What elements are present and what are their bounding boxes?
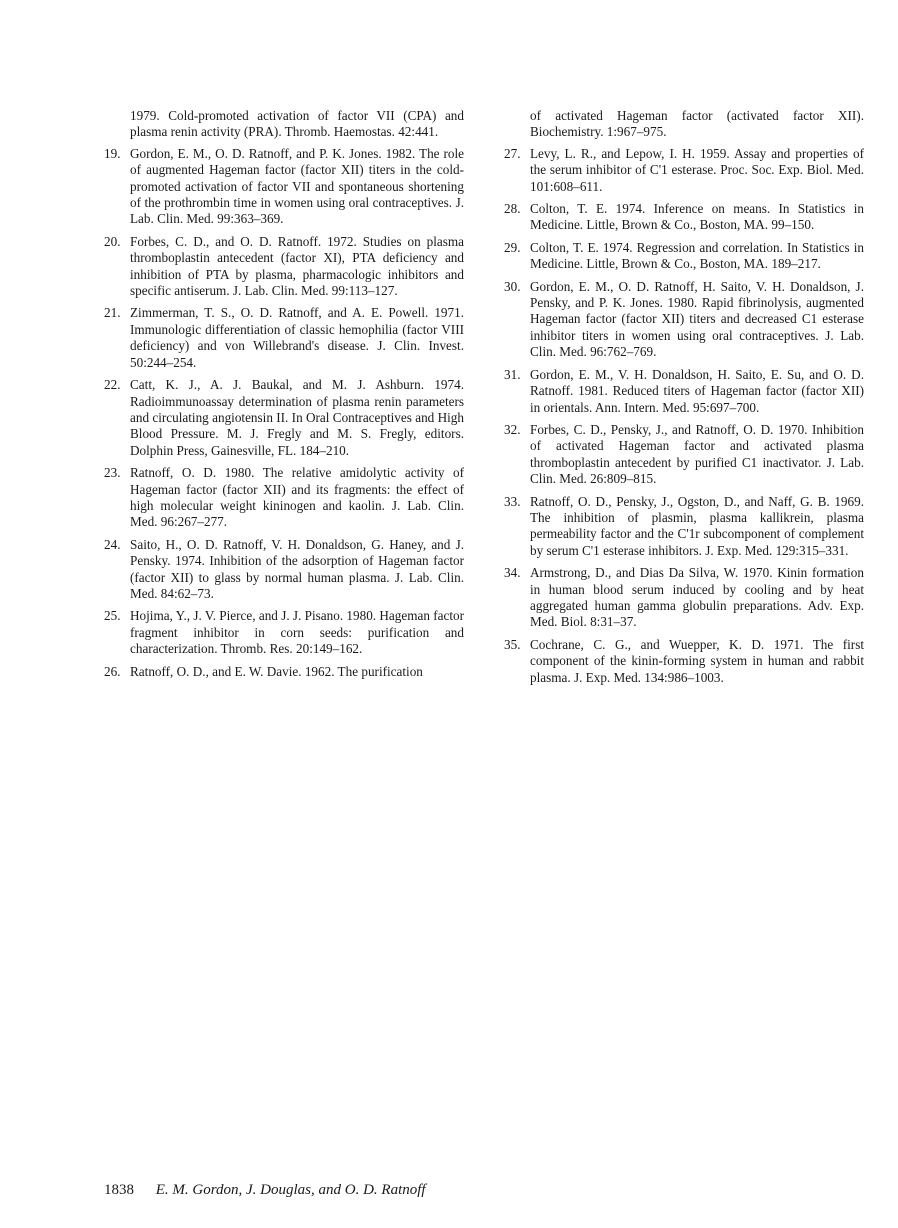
reference-text: Colton, T. E. 1974. Inference on means. In Statistics in Medicine. Little, Brown & Co., Boston, MA. 99–150. xyxy=(530,201,864,233)
reference-item xyxy=(504,367,864,416)
reference-text: of activated Hageman factor (activated factor XII). Biochemistry. 1:967–975. xyxy=(530,108,864,140)
reference-text: Catt, K. J., A. J. Baukal, and M. J. Ashburn. 1974. Radioimmunoassay determination of plasma renin parameters and circulating angiotensin II. In Oral Contraceptives and High Blood Pressure. M. J. Fregly and M. S. Fregly, editors. Dolphin Press, Gainesville, FL. 184–210. xyxy=(130,377,464,458)
reference-number: 23. xyxy=(104,465,121,481)
reference-number: 19. xyxy=(104,145,121,161)
reference-text: Saito, H., O. D. Ratnoff, V. H. Donaldson, G. Haney, and J. Pensky. 1974. Inhibition of the adsorption of Hageman factor (factor XII) to glass by normal human plasma. J. Lab. Clin. Med. 84:62–73. xyxy=(130,536,464,601)
reference-number: 35. xyxy=(504,636,521,652)
reference-item xyxy=(104,305,464,371)
reference-text: Colton, T. E. 1974. Regression and correlation. In Statistics in Medicine. Little, Brown & Co., Boston, MA. 189–217. xyxy=(530,239,864,272)
reference-number: 31. xyxy=(504,366,521,382)
page-footer xyxy=(104,1181,426,1199)
reference-number: 33. xyxy=(504,493,521,509)
running-authors: E. M. Gordon, J. Douglas, and O. D. Ratnoff xyxy=(155,1182,426,1198)
reference-item xyxy=(104,537,464,603)
reference-number: 21. xyxy=(104,305,121,321)
reference-number: 32. xyxy=(504,421,521,437)
reference-item xyxy=(104,664,464,680)
reference-number: 20. xyxy=(104,233,121,249)
reference-item xyxy=(104,108,464,141)
reference-number: 27. xyxy=(504,145,521,161)
reference-column-right xyxy=(504,108,864,692)
reference-text: 1979. Cold-promoted activation of factor VII (CPA) and plasma renin activity (PRA). Thromb. Haemostas. 42:441. xyxy=(130,108,464,140)
reference-text: Forbes, C. D., and O. D. Ratnoff. 1972. Studies on plasma thromboplastin antecedent (factor XI), PTA deficiency and inhibition of PTA by plasma, pharmacologic inhibitors and specific antiserum. J. Lab. Clin. Med. 99:113–127. xyxy=(130,233,464,299)
reference-number: 24. xyxy=(104,536,121,552)
reference-text: Levy, L. R., and Lepow, I. H. 1959. Assay and properties of the serum inhibitor of C'1 esterase. Proc. Soc. Exp. Biol. Med. 101:608–611. xyxy=(530,145,864,194)
reference-item xyxy=(104,377,464,459)
reference-text: Ratnoff, O. D. 1980. The relative amidolytic activity of Hageman factor (factor XII) and its fragments: the effect of high molecular weight kininogen and kaolin. J. Lab. Clin. Med. 96:267–277. xyxy=(130,465,464,530)
reference-item xyxy=(504,201,864,234)
reference-text: Gordon, E. M., O. D. Ratnoff, and P. K. Jones. 1982. The role of augmented Hageman factor (factor XII) titers in the cold-promoted activation of factor VII and spontaneous shortening of the prothrombin time in women using oral contraceptives. J. Lab. Clin. Med. 99:363–369. xyxy=(130,145,464,227)
reference-item xyxy=(104,465,464,531)
reference-item xyxy=(504,279,864,361)
reference-column-left xyxy=(104,108,464,686)
reference-text: Gordon, E. M., V. H. Donaldson, H. Saito, E. Su, and O. D. Ratnoff. 1981. Reduced titers of Hageman factor (factor XII) in orientals. Ann. Intern. Med. 95:697–700. xyxy=(530,366,864,415)
reference-text: Ratnoff, O. D., and E. W. Davie. 1962. The purification xyxy=(130,663,423,679)
reference-number: 26. xyxy=(104,663,121,679)
reference-text: Forbes, C. D., Pensky, J., and Ratnoff, O. D. 1970. Inhibition of activated Hageman factor and activated plasma thromboplastin antecedent by purified C1 inactivator. J. Lab. Clin. Med. 26:809–815. xyxy=(530,421,864,487)
reference-number: 28. xyxy=(504,201,521,217)
reference-item xyxy=(504,565,864,631)
reference-text: Gordon, E. M., O. D. Ratnoff, H. Saito, V. H. Donaldson, J. Pensky, and P. K. Jones. 1980. Rapid fibrinolysis, augmented Hageman factor (factor XII) titers and decreased C1 esterase inhibitor titers in women using oral contraceptives. J. Lab. Clin. Med. 96:762–769. xyxy=(530,278,864,360)
reference-text: Armstrong, D., and Dias Da Silva, W. 1970. Kinin formation in human blood serum induced by cooling and by heat aggregated human gamma globulin preparations. Adv. Exp. Med. Biol. 8:31–37. xyxy=(530,565,864,630)
reference-item xyxy=(504,422,864,488)
reference-item xyxy=(504,108,864,141)
reference-text: Zimmerman, T. S., O. D. Ratnoff, and A. E. Powell. 1971. Immunologic differentiation of classic hemophilia (factor VIII deficiency) and von Willebrand's disease. J. Clin. Invest. 50:244–254. xyxy=(130,305,464,370)
reference-number: 29. xyxy=(504,239,521,255)
reference-number: 22. xyxy=(104,377,121,393)
reference-number: 30. xyxy=(504,278,521,294)
reference-text: Hojima, Y., J. V. Pierce, and J. J. Pisano. 1980. Hageman factor fragment inhibitor in corn seeds: purification and characterization. Thromb. Res. 20:149–162. xyxy=(130,608,464,657)
reference-item xyxy=(504,240,864,273)
reference-number: 34. xyxy=(504,565,521,581)
reference-item xyxy=(104,608,464,657)
reference-item xyxy=(504,146,864,195)
reference-text: Cochrane, C. G., and Wuepper, K. D. 1971. The first component of the kinin-forming system in human and rabbit plasma. J. Exp. Med. 134:986–1003. xyxy=(530,636,864,685)
reference-item xyxy=(104,234,464,300)
reference-item xyxy=(504,494,864,560)
page-number: 1838 xyxy=(104,1182,134,1198)
reference-item xyxy=(104,146,464,228)
reference-item xyxy=(504,637,864,686)
reference-text: Ratnoff, O. D., Pensky, J., Ogston, D., and Naff, G. B. 1969. The inhibition of plasmin, plasma kallikrein, plasma permeability factor and the C'1r subcomponent of complement by serum C'1 esterase inhibitors. J. Exp. Med. 129:315–331. xyxy=(530,493,864,558)
reference-number: 25. xyxy=(104,608,121,624)
